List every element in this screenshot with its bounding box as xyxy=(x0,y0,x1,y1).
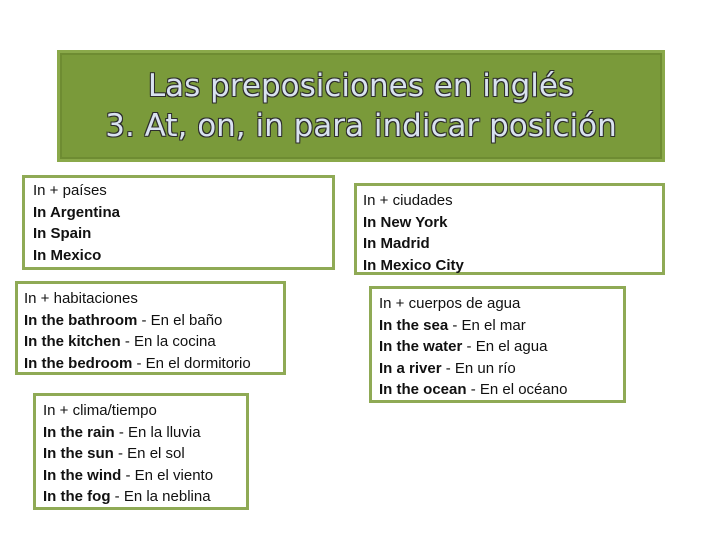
list-item: In the sun - En el sol xyxy=(43,445,185,462)
card-cuerpos-de-agua xyxy=(369,286,626,403)
list-item: In Mexico City xyxy=(363,256,464,274)
list-item: In the water - En el agua xyxy=(379,338,548,355)
card-clima-tiempo xyxy=(33,393,249,510)
title-line-2: 3. At, on, in para indicar posición xyxy=(105,108,617,144)
list-item: In the kitchen - En la cocina xyxy=(24,333,216,350)
list-item: In Spain xyxy=(33,225,92,242)
card-habitaciones xyxy=(15,281,286,375)
card-header: In + habitaciones xyxy=(24,290,138,307)
list-item: In Madrid xyxy=(363,235,430,252)
list-item: In Mexico xyxy=(33,246,102,264)
list-item: In New York xyxy=(363,213,448,231)
card-paises xyxy=(22,175,335,270)
card-header: In + clima/tiempo xyxy=(43,402,157,419)
title-line-1: Las preposiciones en inglés xyxy=(147,68,575,104)
list-item: In the wind - En el viento xyxy=(43,466,214,484)
list-item: In a river - En un río xyxy=(379,359,516,377)
list-item: In the bathroom - En el baño xyxy=(24,311,223,329)
card-header: In + cuerpos de agua xyxy=(379,295,521,312)
list-item: In the rain - En la lluvia xyxy=(43,423,201,441)
card-header: In + ciudades xyxy=(363,192,453,209)
list-item: In the fog - En la neblina xyxy=(43,488,211,505)
list-item: In the sea - En el mar xyxy=(379,316,526,334)
card-ciudades xyxy=(354,183,665,275)
card-header: In + países xyxy=(33,182,107,199)
list-item: In Argentina xyxy=(33,203,120,221)
list-item: In the bedroom - En el dormitorio xyxy=(24,354,251,372)
list-item: In the ocean - En el océano xyxy=(379,381,568,398)
title-banner xyxy=(57,50,665,162)
